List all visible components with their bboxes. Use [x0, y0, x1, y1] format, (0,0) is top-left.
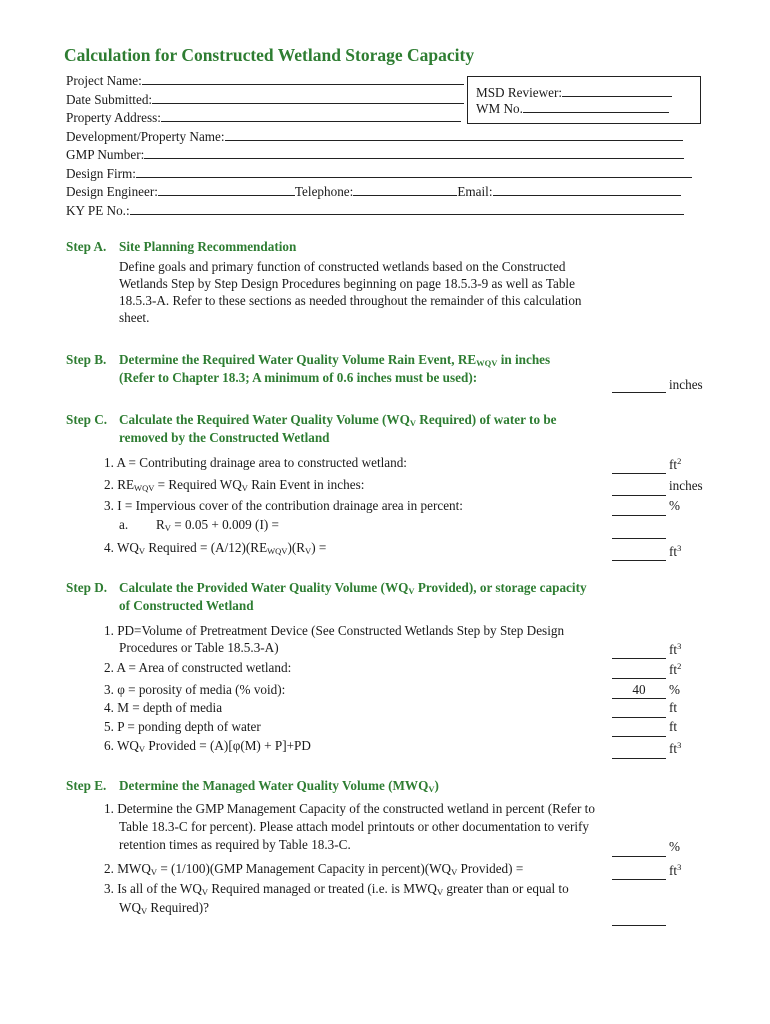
step-d-item-6-b: Provided = (A)[φ(M) + P]+PD	[145, 738, 311, 753]
step-e-heading-text: Determine the Managed Water Quality Volume (MWQ	[119, 778, 429, 793]
step-c-item-3a-a: R	[156, 517, 165, 532]
step-c-item-3a	[156, 516, 279, 537]
email-field[interactable]	[493, 182, 681, 196]
gmp-number-field[interactable]	[144, 145, 684, 159]
step-e-unit-1: %	[669, 839, 680, 854]
step-d-heading-line-2: of Constructed Wetland	[119, 598, 254, 613]
step-c-item-4-sub-1: V	[138, 546, 146, 556]
step-e-label: Step E.	[66, 778, 107, 793]
step-d-item-1-line-1: 1. PD=Volume of Pretreatment Device (See Constructed Wetlands Step by Step Design	[104, 623, 565, 638]
step-e-item-3-a: 3. Is all of the WQ	[104, 881, 202, 896]
step-a-text-line-2: Wetlands Step by Step Design Procedures beginning on page 18.5.3-9 as well as Table	[119, 276, 575, 291]
form-title: Calculation for Constructed Wetland Storage Capacity	[64, 45, 475, 65]
step-d-unit-2-sup: 2	[677, 661, 682, 671]
step-c-item-3a-sub: V	[164, 523, 171, 533]
step-c-item-3: 3. I = Impervious cover of the contribution drainage area in percent:	[104, 498, 463, 513]
step-c-item-4-sub-3: V	[305, 546, 312, 556]
step-c-label: Step C.	[66, 412, 108, 427]
step-c-answer-3[interactable]	[612, 515, 666, 516]
step-c-item-4-sub-2: WQV	[267, 546, 288, 556]
step-d-answer-1[interactable]	[612, 658, 666, 659]
step-e-item-3-b: Required managed or treated (i.e. is MWQ	[208, 881, 437, 896]
step-a-text-line-4: sheet.	[119, 310, 150, 325]
step-c-item-1: 1. A = Contributing drainage area to constructed wetland:	[104, 455, 407, 470]
step-d-unit-4: ft	[669, 700, 678, 715]
gmp-number-label: GMP Number:	[66, 147, 145, 162]
step-e-unit-2	[669, 862, 681, 879]
step-d-item-6-a: 6. WQ	[104, 738, 139, 753]
step-c-item-4	[104, 539, 326, 560]
design-engineer-field[interactable]	[158, 182, 295, 196]
step-a-text-line-1: Define goals and primary function of constructed wetlands based on the Constructed	[119, 259, 566, 274]
msd-reviewer-box	[467, 76, 701, 124]
design-firm-row	[66, 164, 692, 183]
step-e-item-1-line-2: Table 18.3-C for percent). Please attach model printouts or other documentation to verify	[119, 819, 590, 834]
step-d-item-4: 4. M = depth of media	[104, 700, 223, 715]
step-e-heading-sub: V	[428, 784, 435, 794]
wm-no-row	[476, 99, 669, 118]
step-a-text-line-3: 18.5.3-A. Refer to these sections as needed throughout the remainder of this calculation	[119, 293, 582, 308]
step-b-heading-post: in inches	[497, 352, 551, 367]
step-e-answer-1[interactable]	[612, 856, 666, 857]
step-c-item-4-c: )(R	[287, 540, 306, 555]
step-e-item-2-b: = (1/100)(GMP Management Capacity in percent)(WQ	[157, 861, 452, 876]
property-address-label: Property Address:	[66, 110, 161, 125]
ky-pe-row	[66, 201, 684, 220]
step-c-answer-1[interactable]	[612, 473, 666, 474]
step-c-item-2-c: Rain Event in inches:	[247, 477, 365, 492]
step-c-unit-4	[669, 543, 681, 560]
date-submitted-label: Date Submitted:	[66, 92, 153, 107]
step-c-unit-2: inches	[669, 478, 703, 493]
step-e-unit-2-text: ft	[669, 863, 678, 878]
development-name-row	[66, 127, 683, 146]
step-d-unit-1-text: ft	[669, 642, 678, 657]
step-c-answer-3a[interactable]	[612, 538, 666, 539]
step-c-unit-1-text: ft	[669, 457, 678, 472]
step-e-heading-post: )	[434, 778, 439, 793]
step-e-item-3-c: greater than or equal to	[443, 881, 569, 896]
project-name-field[interactable]	[142, 71, 464, 85]
step-d-unit-6-text: ft	[669, 741, 678, 756]
date-submitted-field[interactable]	[152, 90, 464, 104]
step-d-answer-2[interactable]	[612, 678, 666, 679]
step-e-item-3-line-2-sub: V	[140, 906, 148, 916]
step-d-answer-6[interactable]	[612, 758, 666, 759]
project-name-label: Project Name:	[66, 73, 142, 88]
step-e-answer-3[interactable]	[612, 925, 666, 926]
step-d-heading-post: Provided), or storage capacity	[414, 580, 587, 595]
step-d-unit-6-sup: 3	[677, 740, 682, 750]
step-c-answer-4[interactable]	[612, 560, 666, 561]
step-d-unit-1	[669, 641, 681, 658]
step-d-item-6-sub: V	[138, 744, 146, 754]
step-c-heading-sub: V	[409, 418, 416, 428]
ky-pe-field[interactable]	[130, 201, 684, 215]
property-address-field[interactable]	[161, 108, 461, 122]
step-c-item-2-sub-1: WQV	[134, 483, 155, 493]
step-e-item-1-line-1: 1. Determine the GMP Management Capacity of the constructed wetland in percent (Refer to	[104, 801, 595, 816]
telephone-field[interactable]	[353, 182, 457, 196]
step-b-heading-line-2: (Refer to Chapter 18.3; A minimum of 0.6 inches must be used):	[119, 370, 478, 385]
development-name-field[interactable]	[225, 127, 683, 141]
step-d-unit-2	[669, 661, 681, 678]
step-a-heading: Site Planning Recommendation	[119, 239, 297, 254]
step-d-unit-2-text: ft	[669, 662, 678, 677]
step-b-heading-text: Determine the Required Water Quality Volume Rain Event, RE	[119, 352, 477, 367]
step-e-item-3-line-2	[119, 899, 209, 920]
step-d-heading-sub: V	[408, 586, 415, 596]
step-d-item-1-line-2: Procedures or Table 18.5.3-A)	[119, 640, 279, 655]
step-c-item-2-sub-2: V	[241, 483, 248, 493]
step-d-item-3: 3. φ = porosity of media (% void):	[104, 682, 286, 697]
step-d-item-6	[104, 737, 311, 758]
step-d-unit-6	[669, 740, 681, 757]
step-c-unit-1	[669, 456, 681, 473]
step-b-unit: inches	[669, 377, 703, 392]
step-c-unit-4-text: ft	[669, 544, 678, 559]
wm-no-label: WM No.	[476, 101, 523, 116]
step-b-heading-sub: WQV	[476, 358, 498, 368]
design-firm-field[interactable]	[136, 164, 692, 178]
step-e-heading	[119, 778, 439, 794]
step-e-item-2-sub-2: V	[451, 867, 458, 877]
step-e-item-2-a: 2. MWQ	[104, 861, 151, 876]
step-d-heading-text: Calculate the Provided Water Quality Volume (WQ	[119, 580, 409, 595]
step-c-item-2-a: 2. RE	[104, 477, 135, 492]
design-engineer-row	[66, 182, 681, 201]
step-e-item-3-line-2-b: Required)?	[147, 900, 210, 915]
step-d-unit-5: ft	[669, 719, 678, 734]
step-c-item-2	[104, 476, 364, 497]
step-c-item-4-b: Required = (A/12)(RE	[145, 540, 268, 555]
development-name-label: Development/Property Name:	[66, 129, 225, 144]
date-submitted-row	[66, 90, 464, 109]
step-d-label: Step D.	[66, 580, 108, 595]
step-d-item-5: 5. P = ponding depth of water	[104, 719, 261, 734]
step-e-answer-2[interactable]	[612, 879, 666, 880]
step-e-item-2-sub-1: V	[150, 867, 158, 877]
wm-no-field[interactable]	[523, 99, 669, 113]
design-firm-label: Design Firm:	[66, 166, 136, 181]
step-d-heading-line-1	[119, 580, 587, 596]
step-d-unit-3: %	[669, 682, 680, 697]
telephone-label: Telephone:	[294, 184, 354, 199]
step-c-item-4-a: 4. WQ	[104, 540, 139, 555]
step-d-answer-4[interactable]	[612, 717, 666, 718]
step-c-answer-2[interactable]	[612, 495, 666, 496]
email-label: Email:	[457, 184, 493, 199]
step-d-unit-1-sup: 3	[677, 641, 682, 651]
step-b-label: Step B.	[66, 352, 107, 367]
step-c-item-3a-b: = 0.05 + 0.009 (I) =	[170, 517, 279, 532]
step-e-item-3-sub-1: V	[201, 887, 209, 897]
step-c-unit-4-sup: 3	[677, 543, 682, 553]
step-c-item-3a-label: a.	[119, 517, 129, 532]
step-e-item-3-line-2-a: WQ	[119, 900, 141, 915]
step-c-heading-text: Calculate the Required Water Quality Volume (WQ	[119, 412, 410, 427]
step-d-answer-3	[612, 698, 666, 699]
property-address-row	[66, 108, 461, 127]
ky-pe-label: KY PE No.:	[66, 203, 130, 218]
step-d-answer-5[interactable]	[612, 736, 666, 737]
step-c-item-4-d: ) =	[311, 540, 327, 555]
step-a-label: Step A.	[66, 239, 107, 254]
gmp-number-row	[66, 145, 684, 164]
step-e-item-3-sub-2: V	[436, 887, 444, 897]
step-e-item-2-c: Provided) =	[457, 861, 524, 876]
step-c-heading-line-2: removed by the Constructed Wetland	[119, 430, 330, 445]
project-name-row	[66, 71, 464, 90]
design-engineer-label: Design Engineer:	[66, 184, 158, 199]
step-d-porosity-value[interactable]: 40	[632, 682, 646, 697]
step-e-item-1-line-3: retention times as required by Table 18.3-C.	[119, 837, 351, 852]
msd-reviewer-field[interactable]	[562, 83, 672, 97]
step-e-item-2	[104, 860, 523, 881]
step-c-heading-post: Required) of water to be	[416, 412, 557, 427]
step-c-heading-line-1	[119, 412, 557, 428]
step-c-unit-1-sup: 2	[677, 456, 682, 466]
step-b-heading-line-1	[119, 352, 550, 368]
step-b-answer-line[interactable]	[612, 392, 666, 393]
step-c-item-2-b: = Required WQ	[154, 477, 242, 492]
step-d-item-2: 2. A = Area of constructed wetland:	[104, 660, 292, 675]
step-c-unit-3: %	[669, 498, 680, 513]
step-e-item-3-line-1	[104, 880, 569, 901]
step-e-unit-2-sup: 3	[677, 862, 682, 872]
msd-reviewer-label: MSD Reviewer:	[476, 85, 563, 100]
